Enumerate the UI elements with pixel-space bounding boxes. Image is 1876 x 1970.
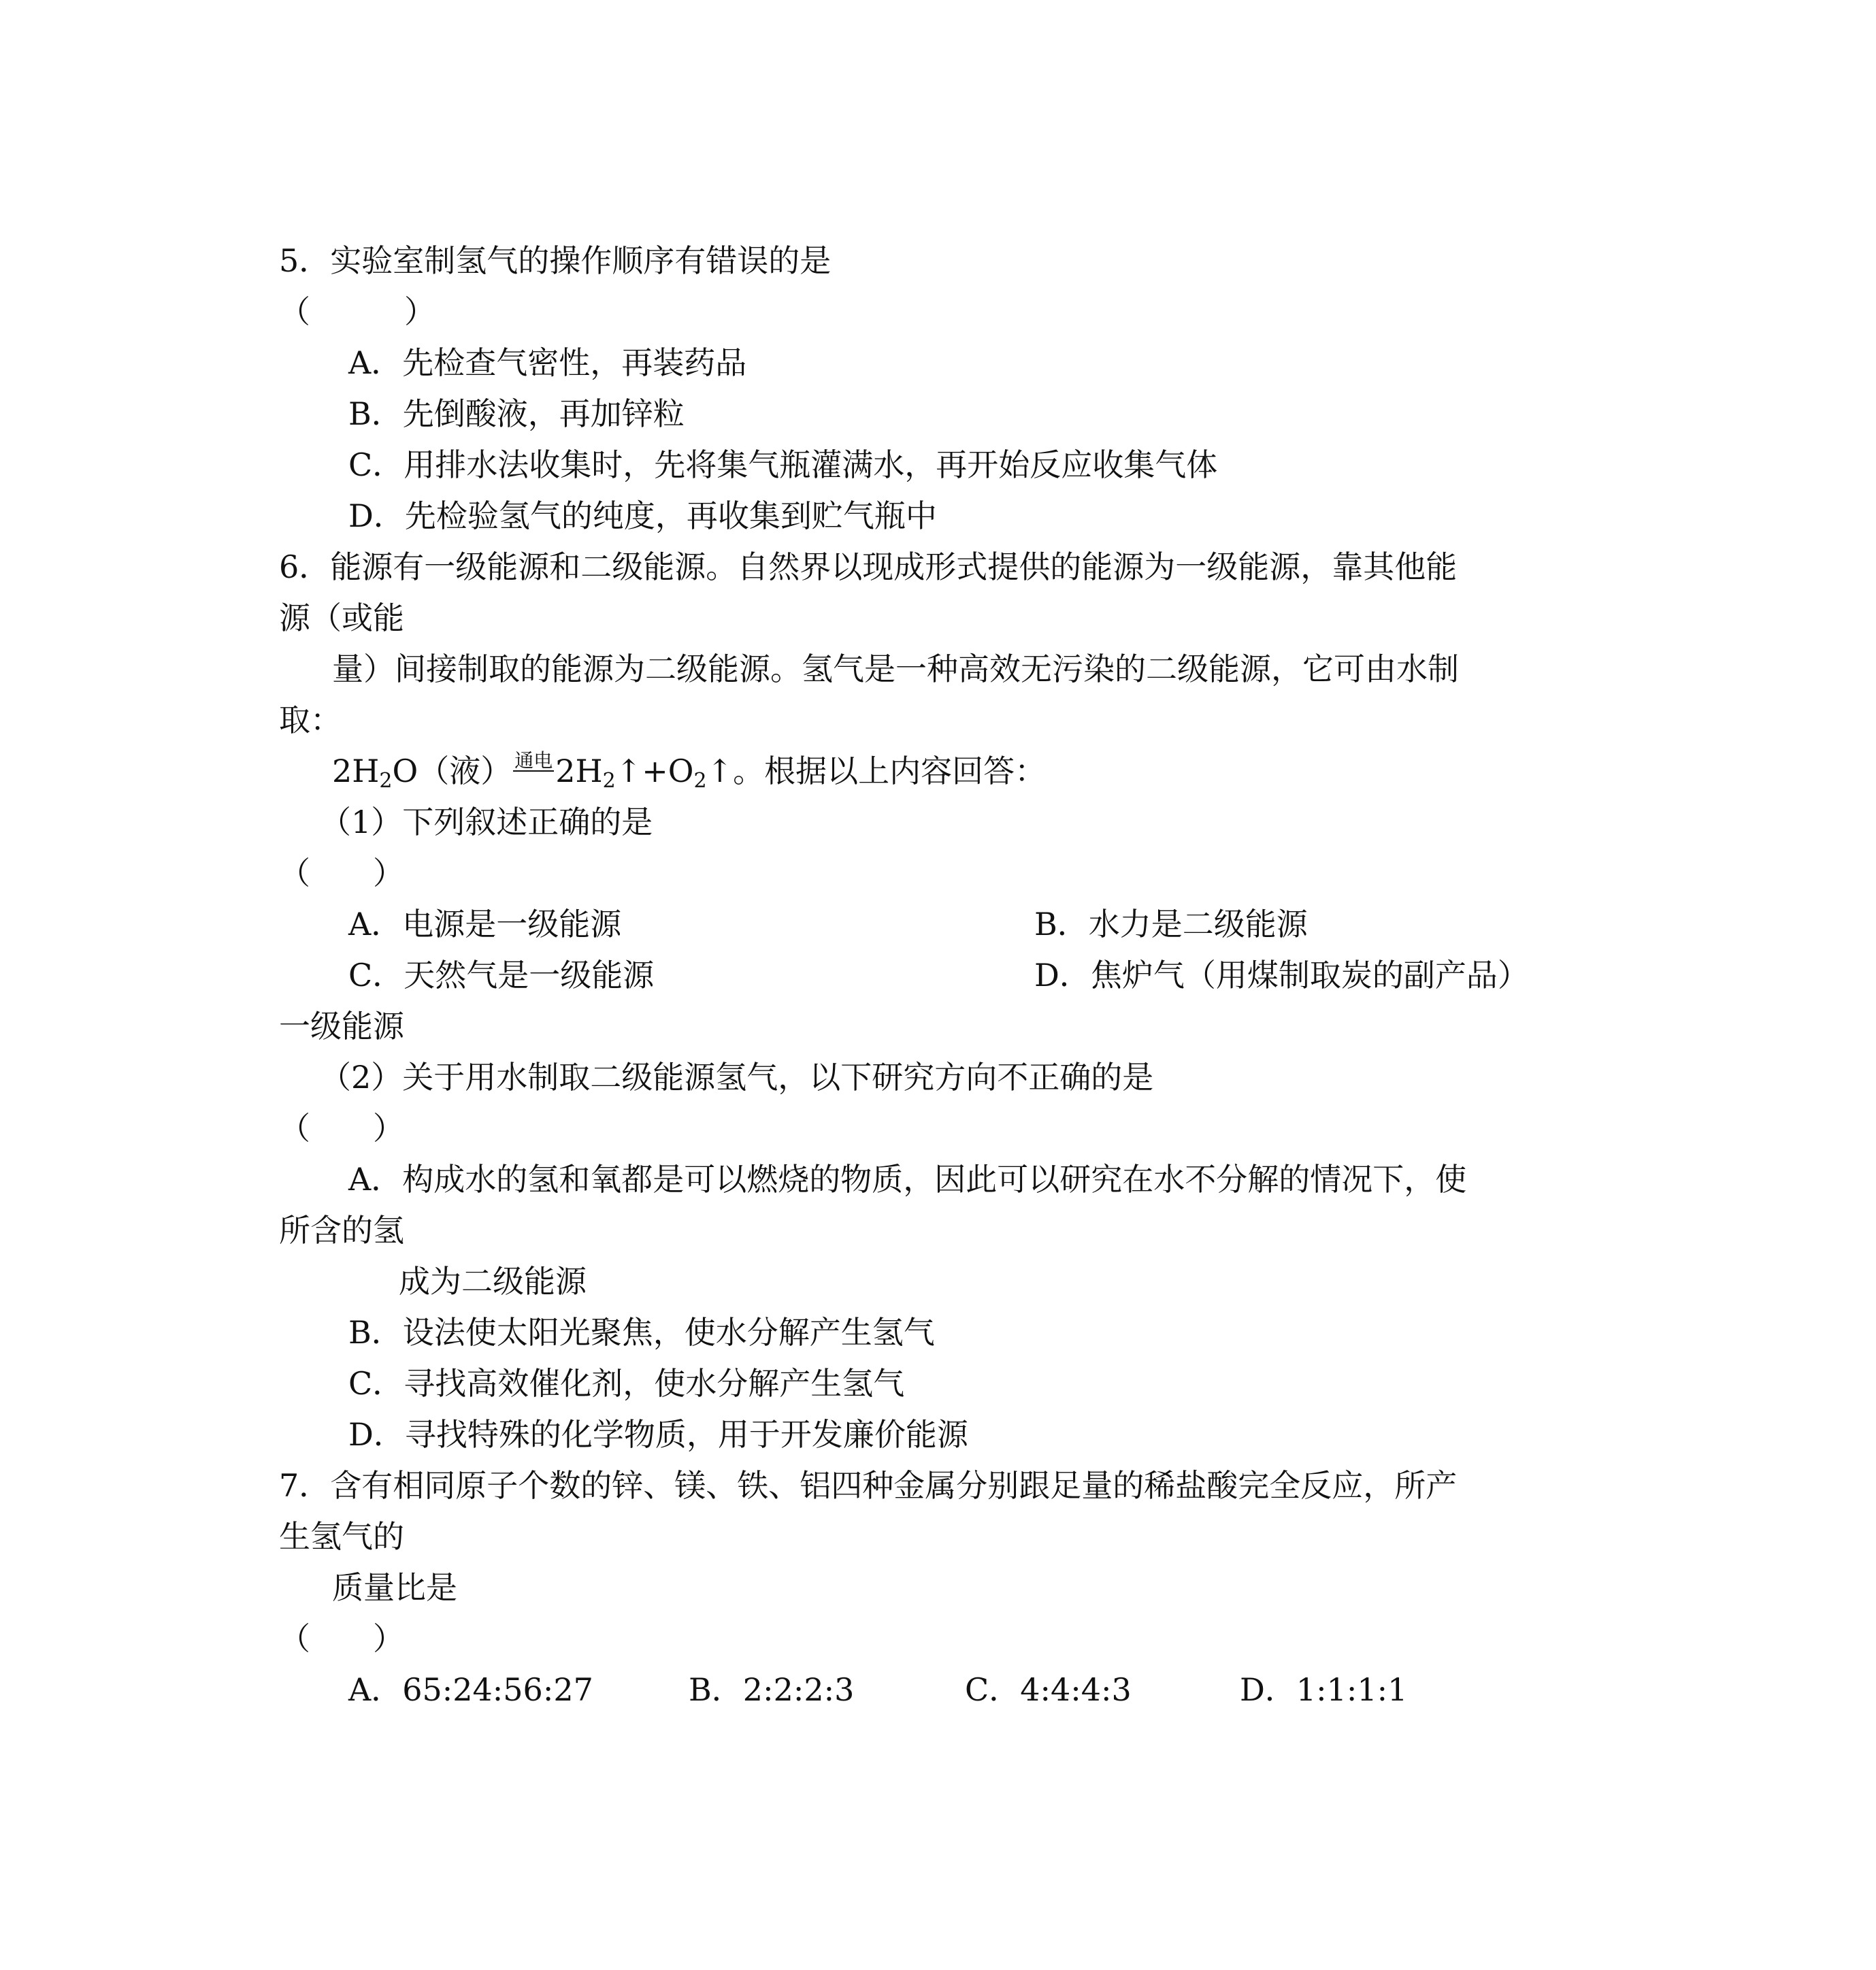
q6-stem-line-4: 取： [279, 702, 342, 738]
q6-sub1-option-b: B．水力是二级能源 [1034, 906, 1308, 942]
eq-part: O（液） [392, 753, 512, 789]
q6-sub2-option-a-line-3: 成为二级能源 [399, 1263, 587, 1300]
q6-sub1-answer-blank: （ ） [279, 855, 404, 891]
q5-option-c: C．用排水法收集时，先将集气瓶灌满水，再开始反应收集气体 [348, 446, 1218, 483]
q6-sub2-option-d: D．寻找特殊的化学物质，用于开发廉价能源 [348, 1416, 968, 1453]
q6-sub2-stem: （2）关于用水制取二级能源氢气，以下研究方向不正确的是 [320, 1059, 1154, 1096]
q5-stem: 5．实验室制氢气的操作顺序有错误的是 [279, 242, 832, 279]
eq-part: ↑+O [615, 753, 694, 789]
q7-stem-line-2: 生氢气的 [279, 1518, 404, 1555]
eq-part: 2H [555, 753, 603, 789]
eq-subscript: 2 [379, 769, 393, 793]
q6-chemical-equation [332, 751, 1046, 791]
eq-condition: 通电 [514, 749, 553, 772]
q5-option-d: D．先检验氢气的纯度，再收集到贮气瓶中 [348, 497, 937, 534]
q5-option-b: B．先倒酸液，再加锌粒 [348, 395, 685, 432]
q6-sub2-option-a-line-2: 所含的氢 [279, 1212, 404, 1249]
q6-sub2-option-a: A．构成水的氢和氧都是可以燃烧的物质，因此可以研究在水不分解的情况下，使 [348, 1161, 1467, 1198]
q7-option-a: A．65:24:56:27 [348, 1671, 593, 1708]
q7-option-c: C．4:4:4:3 [965, 1671, 1132, 1708]
q6-sub1-option-a: A．电源是一级能源 [348, 906, 622, 942]
q6-sub2-answer-blank: （ ） [279, 1110, 404, 1147]
q6-stem-line-1: 6．能源有一级能源和二级能源。自然界以现成形式提供的能源为一级能源，靠其他能 [279, 548, 1458, 585]
q6-stem-line-2: 源（或能 [279, 600, 404, 636]
eq-part: ↑。根据以上内容回答： [706, 753, 1047, 789]
q5-answer-blank: （ ） [279, 293, 435, 330]
eq-part: 2H [332, 753, 380, 789]
q7-option-b: B．2:2:2:3 [689, 1671, 855, 1708]
q7-stem-line-3: 质量比是 [332, 1569, 457, 1606]
q6-sub1-option-d-continued: 一级能源 [279, 1008, 404, 1045]
q6-sub1-stem: （1）下列叙述正确的是 [320, 804, 653, 840]
q6-sub1-option-c: C．天然气是一级能源 [348, 957, 655, 994]
eq-subscript: 2 [602, 769, 616, 793]
q7-option-d: D．1:1:1:1 [1240, 1671, 1408, 1708]
q6-stem-line-3: 量）间接制取的能源为二级能源。氢气是一种高效无污染的二级能源，它可由水制 [332, 651, 1459, 687]
q6-sub2-option-c: C．寻找高效催化剂，使水分解产生氢气 [348, 1365, 905, 1402]
eq-subscript: 2 [693, 769, 707, 793]
q6-sub2-option-b: B．设法使太阳光聚焦，使水分解产生氢气 [348, 1314, 935, 1351]
q6-sub1-option-d: D．焦炉气（用煤制取炭的副产品） [1034, 957, 1529, 994]
q5-option-a: A．先检查气密性，再装药品 [348, 344, 747, 381]
q7-stem-line-1: 7．含有相同原子个数的锌、镁、铁、铝四种金属分别跟足量的稀盐酸完全反应，所产 [279, 1467, 1458, 1504]
q7-answer-blank: （ ） [279, 1620, 404, 1657]
